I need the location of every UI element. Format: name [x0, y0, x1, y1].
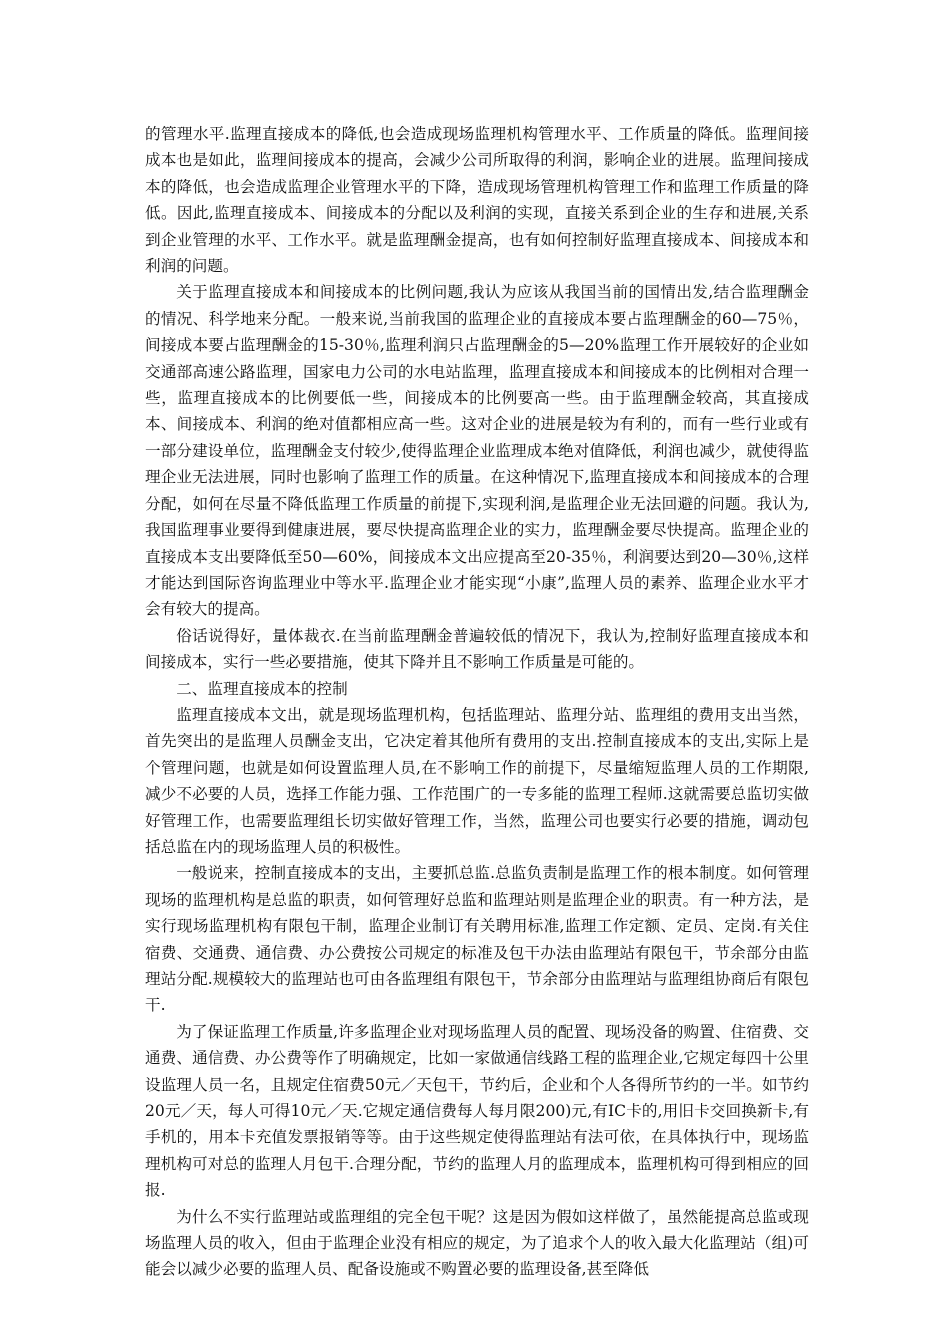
paragraph-6: 一般说来，控制直接成本的支出，主要抓总监.总监负责制是监理工作的根本制度。如何管理现场的监理机构是总监的职责，如何管理好总监和监理站则是监理企业的职责。有一种方法，是实行现场监理机构有限包干制，监理企业制订有关聘用标准,监理工作定额、定员、定岗.有关住宿费、交通费、通信费、办公费按公司规定的标准及包干办法由监理站有限包干，节余部分由监理站分配.规模较大的监理站也可由各监理组有限包干，节余部分由监理站与监理组协商后有限包干. — [145, 864, 809, 1015]
paragraph-7: 为了保证监理工作质量,许多监理企业对现场监理人员的配置、现场没备的购置、住宿费、交通费、通信费、办公费等作了明确规定，比如一家做通信线路工程的监理企业,它规定每四十公里设监理人员一名，且规定住宿费50元／天包干，节约后，企业和个人各得所节约的一半。如节约20元／天，每人可得10元／天.它规定通信费每人每月限200)元,有IC卡的,用旧卡交回换新卡,有手机的，用本卡充值发票报销等等。由于这些规定使得监理站有法可依，在具体执行中，现场监理机构可对总的监理人月包干.合理分配，节约的监理人月的监理成本，监理机构可得到相应的回报. — [145, 1022, 809, 1200]
paragraph-2: 关于监理直接成本和间接成本的比例问题,我认为应该从我国当前的国情出发,结合监理酬金的情况、科学地来分配。一般来说,当前我国的监理企业的直接成本要占监理酬金的60—75％，间接成本要占监理酬金的15-30％,监理利润只占监理酬金的5—20%监理工作开展较好的企业如交通部高速公路监理，国家电力公司的水电站监理，监理直接成本和间接成本的比例相对合理一些，监理直接成本的比例要低一些，间接成本的比例要高一些。由于监理酬金较高，其直接成本、间接成本、利润的绝对值都相应高一些。这对企业的进展是较为有利的，而有一些行业或有一部分建设单位，监理酬金支付较少,使得监理企业监理成本绝对值降低，利润也减少，就使得监理企业无法进展，同时也影响了监理工作的质量。在这种情况下,监理直接成本和间接成本的合理分配，如何在尽量不降低监理工作质量的前提下,实现利润,是监理企业无法回避的问题。我认为,我国监理事业要得到健康进展，要尽快提高监理企业的实力，监理酬金要尽快提高。监理企业的直接成本支出要降低至50—60%，间接成本文出应提高至20-35％，利润要达到20—30％,这样才能达到国际咨询监理业中等水平.监理企业才能实现“小康”,监理人员的素养、监理企业水平才会有较大的提高。 — [145, 283, 809, 619]
paragraph-5: 监理直接成本文出，就是现场监理机构，包括监理站、监理分站、监理组的费用支出当然，首先突出的是监理人员酬金支出，它决定着其他所有费用的支出.控制直接成本的支出,实际上是个管理问题，也就是如何设置监理人员,在不影响工作的前提下，尽量缩短监理人员的工作期限,减少不必要的人员，选择工作能力强、工作范围广的一专多能的监理工程师.这就需要总监切实做好管理工作，也需要监理组长切实做好管理工作，当然，监理公司也要实行必要的措施，调动包括总监在内的现场监理人员的积极性。 — [145, 705, 809, 856]
document-body — [145, 121, 809, 1283]
section-heading: 二、监理直接成本的控制 — [176, 679, 348, 698]
paragraph-1: 的管理水平.监理直接成本的降低,也会造成现场监理机构管理水平、工作质量的降低。监理间接成本也是如此，监理间接成本的提高，会减少公司所取得的利润，影响企业的进展。监理间接成本的降低，也会造成监理企业管理水平的下降，造成现场管理机构管理工作和监理工作质量的降低。因此,监理直接成本、间接成本的分配以及利润的实现，直接关系到企业的生存和进展,关系到企业管理的水平、工作水平。就是监理酬金提高，也有如何控制好监理直接成本、间接成本和利润的问题。 — [145, 125, 809, 276]
paragraph-8: 为什么不实行监理站或监理组的完全包干呢？这是因为假如这样做了，虽然能提高总监或现场监理人员的收入，但由于监理企业没有相应的规定，为了追求个人的收入最大化监理站（组)可能会以减少必要的监理人员、配备设施或不购置必要的监理设备,甚至降低 — [145, 1207, 809, 1279]
paragraph-3: 俗话说得好，量体裁衣.在当前监理酬金普遍较低的情况下，我认为,控制好监理直接成本和间接成本，实行一些必要措施，使其下降并且不影响工作质量是可能的。 — [145, 626, 809, 672]
